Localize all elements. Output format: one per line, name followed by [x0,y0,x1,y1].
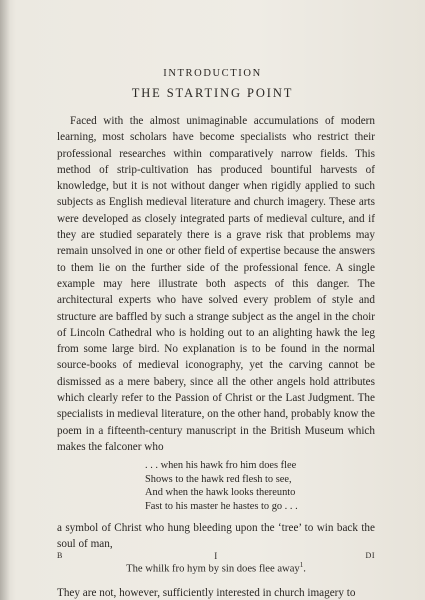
chapter-heading: INTRODUCTION [163,68,262,79]
verse-line: Shows to the hawk red flesh to see, [145,473,292,485]
signature-mark-left: B [57,551,63,560]
chapter-title: THE STARTING POINT [131,86,294,100]
paragraph-continuation: a symbol of Christ who hung bleeding upon the ‘tree’ to win back the soul of man, [57,521,375,550]
quoted-line-text: The whilk fro hym by sin does flee away [126,563,300,575]
verse-line: Fast to his master he hastes to go . . . [145,501,298,513]
paragraph-2-start: They are not, however, sufficiently interested in church imagery to [57,586,356,599]
quoted-line: The whilk fro hym by sin does flee away$^1$. [126,561,306,575]
verse-line: . . . when his hawk fro him does flee [145,460,297,472]
verse-quotation [145,459,375,513]
page-number: I [214,551,218,561]
page-footer [57,551,375,563]
footnote-marker: 1 [299,561,304,570]
verse-line: And when the hawk looks thereunto [145,487,296,499]
paragraph-1: Faced with the almost unimaginable accumulations of modern learning, most scholars have become specialists who restrict their professional researches within comparatively narrow fields. This method of strip-cultivation has produced bountiful harvests of knowledge, but it is not without danger when rigidly applied to such subjects as English medieval literature and church imagery. These arts were developed as closely integrated parts of medieval culture, and if they are studied separately there is a grave risk that problems may remain unsolved in one or other field of expertise because the answers to them lie on the further side of the professional fence. A single example may here illustrate both aspects of this danger. The architectural experts who have solved every problem of style and structure are baffled by such a strange subject as the angel in the choir of Lincoln Cathedral who is holding out to an alighting hawk the leg from some large bird. No explanation is to be found in the normal source-books of medieval iconography, yet the carving cannot be dismissed as a mere babery, since all the other angels hold attributes which clearly refer to the Passion of Christ or the Last Judgment. The specialists in medieval literature, on the other hand, probably know the poem in a fifteenth-century manuscript in the British Museum which makes the falconer who [57,115,375,453]
body-text [57,113,375,600]
signature-mark-right: DI [365,551,375,560]
